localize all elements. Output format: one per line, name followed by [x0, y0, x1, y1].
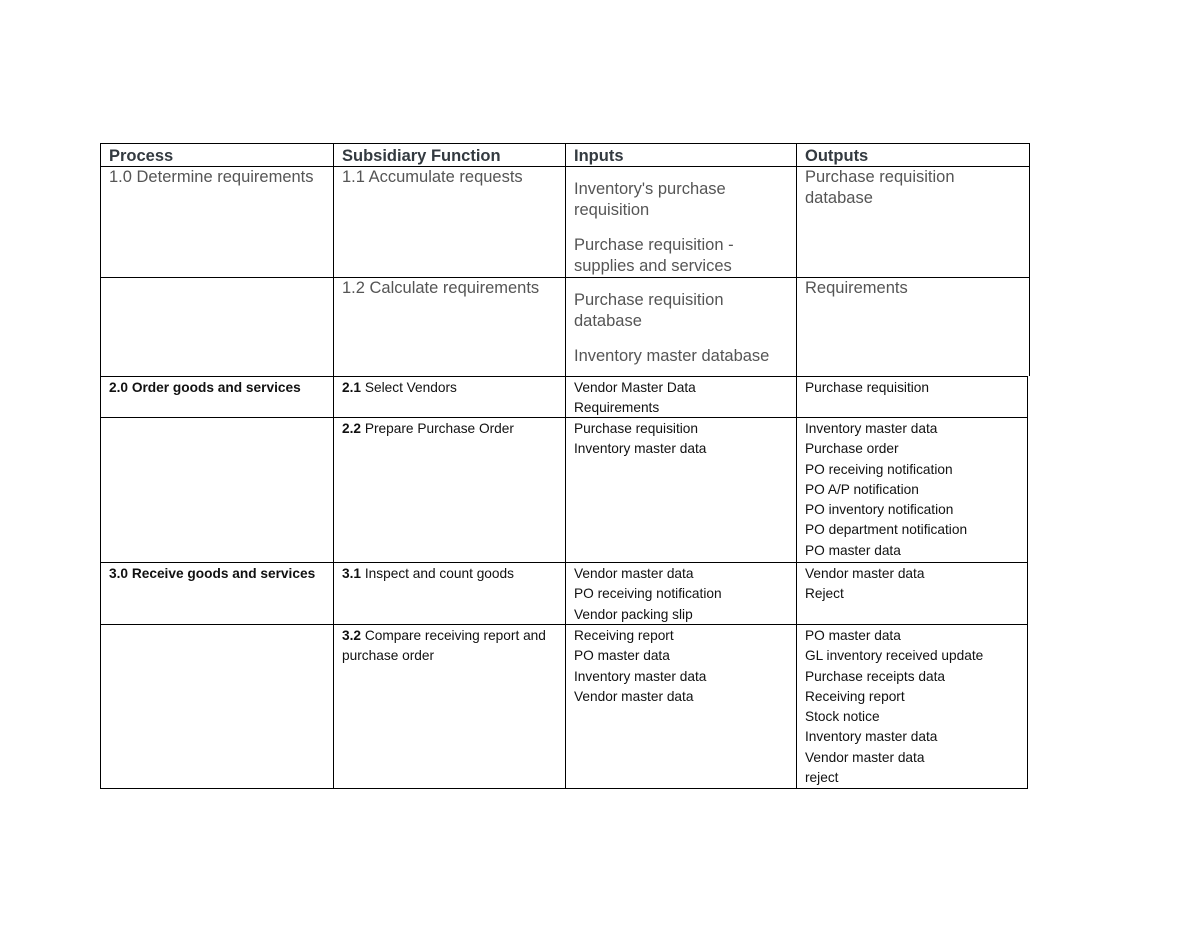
function-cell	[333, 562, 565, 624]
function-number: 3.1	[342, 566, 362, 581]
output-item: Reject	[805, 586, 844, 602]
input-item: Vendor Master Data	[574, 380, 696, 395]
process-cell	[100, 277, 333, 376]
input-item: Purchase requisition	[574, 421, 699, 436]
output-item: PO receiving notification	[805, 461, 953, 477]
output-item: Stock notice	[805, 709, 880, 725]
input-item: Receiving report	[574, 628, 674, 643]
output-item: Vendor master data	[805, 749, 925, 765]
table-row	[100, 376, 1030, 417]
process-table	[100, 143, 1030, 789]
outputs-cell	[796, 376, 1028, 417]
output-item: reject	[805, 770, 839, 786]
output-item: PO A/P notification	[805, 481, 919, 497]
input-item: Purchase requisition database	[574, 291, 724, 330]
function-number: 3.2	[342, 628, 362, 643]
function-text: 1.2 Calculate requirements	[342, 279, 540, 297]
function-cell	[333, 166, 565, 277]
inputs-cell	[565, 562, 796, 624]
function-number: 2.2	[342, 421, 362, 436]
function-text: Compare receiving report and purchase order	[342, 628, 546, 664]
output-item: Inventory master data	[805, 421, 938, 436]
input-item: PO master data	[574, 648, 670, 664]
output-item: Requirements	[805, 279, 908, 297]
input-item: Vendor packing slip	[574, 606, 693, 622]
inputs-cell	[565, 376, 796, 417]
table-row	[100, 417, 1030, 562]
inputs-cell	[565, 624, 796, 789]
inputs-cell	[565, 166, 796, 277]
output-item: Purchase requisition database	[805, 168, 955, 207]
function-text: Select Vendors	[361, 380, 457, 395]
function-number: 2.1	[342, 380, 362, 395]
output-item: Purchase order	[805, 441, 899, 457]
header-inputs: Inputs	[565, 143, 796, 166]
table-row	[100, 562, 1030, 624]
output-item: Inventory master data	[805, 729, 938, 745]
outputs-cell	[796, 562, 1028, 624]
header-subsidiary-function: Subsidiary Function	[333, 143, 565, 166]
input-item: Inventory's purchase requisition	[574, 180, 726, 219]
output-item: GL inventory received update	[805, 648, 984, 664]
function-cell	[333, 376, 565, 417]
function-text: 1.1 Accumulate requests	[342, 168, 523, 186]
process-cell	[100, 417, 333, 562]
input-item: Inventory master database	[574, 347, 770, 365]
process-text: 1.0 Determine requirements	[109, 168, 314, 186]
header-outputs: Outputs	[796, 143, 1030, 166]
output-item: Vendor master data	[805, 566, 925, 581]
input-item: Requirements	[574, 400, 660, 416]
input-item: Purchase requisition - supplies and services	[574, 236, 734, 275]
function-cell	[333, 417, 565, 562]
table-row	[100, 166, 1030, 277]
output-item: PO master data	[805, 542, 901, 558]
process-cell	[100, 166, 333, 277]
process-cell: 3.0 Receive goods and services	[100, 562, 333, 624]
header-process: Process	[100, 143, 333, 166]
process-cell: 2.0 Order goods and services	[100, 376, 333, 417]
input-item: Vendor master data	[574, 566, 694, 581]
function-text: Prepare Purchase Order	[361, 421, 514, 436]
inputs-cell	[565, 417, 796, 562]
outputs-cell	[796, 624, 1028, 789]
output-item: Purchase receipts data	[805, 668, 945, 684]
inputs-cell	[565, 277, 796, 376]
function-text: Inspect and count goods	[361, 566, 514, 581]
input-item: Inventory master data	[574, 441, 707, 457]
output-item: Receiving report	[805, 688, 905, 704]
input-item: PO receiving notification	[574, 586, 722, 602]
table-row	[100, 277, 1030, 376]
output-item: PO master data	[805, 628, 901, 643]
output-item: PO department notification	[805, 522, 968, 538]
output-item: PO inventory notification	[805, 502, 954, 518]
outputs-cell	[796, 417, 1028, 562]
outputs-cell	[796, 166, 1030, 277]
input-item: Vendor master data	[574, 688, 694, 704]
table-header-row	[100, 143, 1030, 166]
outputs-cell	[796, 277, 1030, 376]
output-item: Purchase requisition	[805, 380, 930, 395]
input-item: Inventory master data	[574, 668, 707, 684]
function-cell	[333, 277, 565, 376]
function-cell	[333, 624, 565, 789]
process-cell	[100, 624, 333, 789]
table-row	[100, 624, 1030, 789]
